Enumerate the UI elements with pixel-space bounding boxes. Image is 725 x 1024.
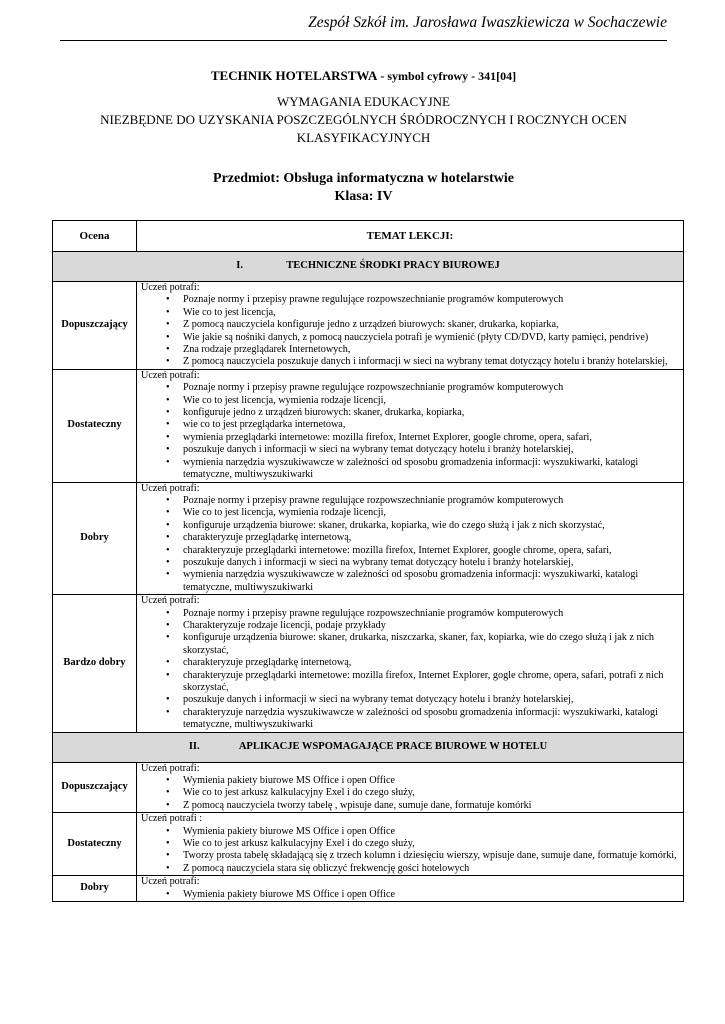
section-title-text: APLIKACJE WSPOMAGAJĄCE PRACE BIUROWE W HOTELU	[238, 740, 548, 752]
grade-cell: Dopuszczający	[53, 762, 137, 813]
section-title-text: TECHNICZNE ŚRODKI PRACY BIUROWEJ	[286, 260, 500, 272]
list-item: • konfiguruje urządzenia biurowe: skaner, drukarka, niszczarka, skaner, fax, kopiarka, wie do czego służą i jak z nich skorzystać,	[183, 632, 679, 657]
subject-heading	[60, 170, 667, 206]
grade-cell: Dobry	[53, 876, 137, 902]
section-header-row	[53, 252, 684, 282]
requirements-line-1: WYMAGANIA EDUKACYJNE	[277, 94, 450, 109]
section-number: II.	[188, 740, 200, 752]
list-item: • Z pomocą nauczyciela poszukuje danych i informacji w sieci na wybrany temat dotyczący hotelu i branży hotelarskiej,	[183, 356, 679, 368]
list-item: • Wie jakie są nośniki danych, z pomocą nauczyciela potrafi je wymienić (płyty CD/DVD, karty pamięci, pendrive)	[183, 332, 679, 344]
topic-column-header: TEMAT LEKCJI:	[137, 221, 684, 252]
list-item: • poszukuje danych i informacji w sieci na wybrany temat dotyczący hotelu i branży hotelarskiej,	[183, 694, 679, 706]
list-item: • wymienia przeglądarki internetowe: mozilla firefox, Internet Explorer, google chrome, opera, safari,	[183, 432, 679, 444]
requirements-heading	[60, 93, 667, 147]
list-item: • Wie co to jest licencja,	[183, 307, 679, 319]
list-item: • Wie co to jest arkusz kalkulacyjny Exel i do czego służy,	[183, 838, 679, 850]
table-row	[53, 595, 684, 732]
requirements-cell	[137, 282, 684, 370]
list-item: • poszukuje danych i informacji w sieci na wybrany temat dotyczący hotelu i branży hotelarskiej,	[183, 444, 679, 456]
requirements-intro: Uczeń potrafi:	[141, 369, 200, 381]
table-header-row	[53, 221, 684, 252]
section-number: I.	[236, 260, 243, 272]
list-item: • Z pomocą nauczyciela stara się obliczyć frekwencję gości hotelowych	[183, 863, 679, 875]
list-item: • wymienia narzędzia wyszukiwawcze w zależności od sposobu gromadzenia informacji: wyszukiwarki, katalogi tematyczne, multiwyszukiwarki	[183, 569, 679, 594]
requirements-list	[141, 889, 679, 901]
list-item: • charakteryzuje narzędzia wyszukiwawcze w zależności od sposobu gromadzenia informacji: wyszukiwarki, katalogi tematyczne, multiwyszukiwarki	[183, 707, 679, 732]
requirements-list	[141, 775, 679, 812]
list-item: • Zna rodzaje przeglądarek Internetowych,	[183, 344, 679, 356]
requirements-cell	[137, 762, 684, 813]
school-header: Zespół Szkół im. Jarosława Iwaszkiewicza w Sochaczewie	[308, 14, 667, 31]
profession-title	[60, 68, 667, 84]
list-item: • Poznaje normy i przepisy prawne regulujące rozpowszechnianie programów komputerowych	[183, 495, 679, 507]
requirements-cell	[137, 813, 684, 876]
list-item: • wie co to jest przeglądarka internetowa,	[183, 419, 679, 431]
grade-cell: Dopuszczający	[53, 282, 137, 370]
section-header-row	[53, 732, 684, 762]
section-title	[53, 252, 684, 282]
list-item: • Charakteryzuje rodzaje licencji, podaje przykłady	[183, 620, 679, 632]
requirements-intro: Uczeń potrafi :	[141, 813, 203, 825]
grade-cell: Dostateczny	[53, 813, 137, 876]
list-item: • Wie co to jest licencja, wymienia rodzaje licencji,	[183, 507, 679, 519]
requirements-list	[141, 826, 679, 876]
requirements-list	[141, 495, 679, 594]
table-row	[53, 282, 684, 370]
profession-symbol: - symbol cyfrowy - 341[04]	[377, 69, 517, 83]
header-divider	[60, 40, 667, 41]
list-item: • wymienia narzędzia wyszukiwawcze w zależności od sposobu gromadzenia informacji: wyszukiwarki, katalogi tematyczne, multiwyszukiwarki	[183, 457, 679, 482]
requirements-table	[52, 220, 684, 902]
requirements-cell	[137, 482, 684, 595]
requirements-line-3: KLASYFIKACYJNYCH	[296, 130, 431, 145]
class-level: Klasa: IV	[334, 189, 393, 204]
list-item: • Wymienia pakiety biurowe MS Office i open Office	[183, 775, 679, 787]
requirements-line-2: NIEZBĘDNE DO UZYSKANIA POSZCZEGÓLNYCH ŚRÓDROCZNYCH I ROCZNYCH OCEN	[100, 112, 627, 127]
requirements-cell	[137, 876, 684, 902]
list-item: • Wie co to jest arkusz kalkulacyjny Exel i do czego służy,	[183, 787, 679, 799]
table-row	[53, 876, 684, 902]
requirements-intro: Uczeń potrafi:	[141, 876, 200, 888]
list-item: • poszukuje danych i informacji w sieci na wybrany temat dotyczący hotelu i branży hotelarskiej,	[183, 557, 679, 569]
grade-cell: Dobry	[53, 482, 137, 595]
requirements-intro: Uczeń potrafi:	[141, 282, 200, 293]
list-item: • charakteryzuje przeglądarkę internetową,	[183, 532, 679, 544]
list-item: • konfiguruje urządzenia biurowe: skaner, drukarka, kopiarka, wie do czego służą i jak z nich skorzystać,	[183, 520, 679, 532]
list-item: • Poznaje normy i przepisy prawne regulujące rozpowszechnianie programów komputerowych	[183, 382, 679, 394]
requirements-intro: Uczeń potrafi:	[141, 482, 200, 494]
list-item: • konfiguruje jedno z urządzeń biurowych: skaner, drukarka, kopiarka,	[183, 407, 679, 419]
requirements-intro: Uczeń potrafi:	[141, 595, 200, 607]
grade-column-header: Ocena	[53, 221, 137, 252]
requirements-list	[141, 294, 679, 368]
table-row	[53, 762, 684, 813]
list-item: • Z pomocą nauczyciela konfiguruje jedno z urządzeń biurowych: skaner, drukarka, kopiarka,	[183, 319, 679, 331]
list-item: • Z pomocą nauczyciela tworzy tabelę , wpisuje dane, sumuje dane, formatuje komórki	[183, 800, 679, 812]
list-item: • charakteryzuje przeglądarkę internetową,	[183, 657, 679, 669]
table-row	[53, 482, 684, 595]
requirements-list	[141, 382, 679, 481]
grade-cell: Bardzo dobry	[53, 595, 137, 732]
profession-name: TECHNIK HOTELARSTWA	[210, 68, 378, 83]
requirements-cell	[137, 369, 684, 482]
requirements-list	[141, 608, 679, 732]
section-title	[53, 732, 684, 762]
grade-cell: Dostateczny	[53, 369, 137, 482]
list-item: • Tworzy prosta tabelę składającą się z trzech kolumn i dziesięciu wierszy, wpisuje dane, sumuje dane, formatuje komórki,	[183, 850, 679, 862]
list-item: • Wymienia pakiety biurowe MS Office i open Office	[183, 826, 679, 838]
list-item: • Wymienia pakiety biurowe MS Office i open Office	[183, 889, 679, 901]
requirements-intro: Uczeń potrafi:	[141, 762, 200, 774]
list-item: • Wie co to jest licencja, wymienia rodzaje licencji,	[183, 395, 679, 407]
subject-name: Przedmiot: Obsługa informatyczna w hotelarstwie	[213, 171, 514, 186]
requirements-cell	[137, 595, 684, 732]
list-item: • Poznaje normy i przepisy prawne regulujące rozpowszechnianie programów komputerowych	[183, 294, 679, 306]
table-row	[53, 369, 684, 482]
list-item: • charakteryzuje przeglądarki internetowe: mozilla firefox, Internet Explorer, google chrome, opera, safari,	[183, 545, 679, 557]
list-item: • Poznaje normy i przepisy prawne regulujące rozpowszechnianie programów komputerowych	[183, 608, 679, 620]
table-row	[53, 813, 684, 876]
list-item: • charakteryzuje przeglądarki internetowe: mozilla firefox, Internet Explorer, gogle chrome, opera, safari, potrafi z nich skorzystać,	[183, 670, 679, 695]
